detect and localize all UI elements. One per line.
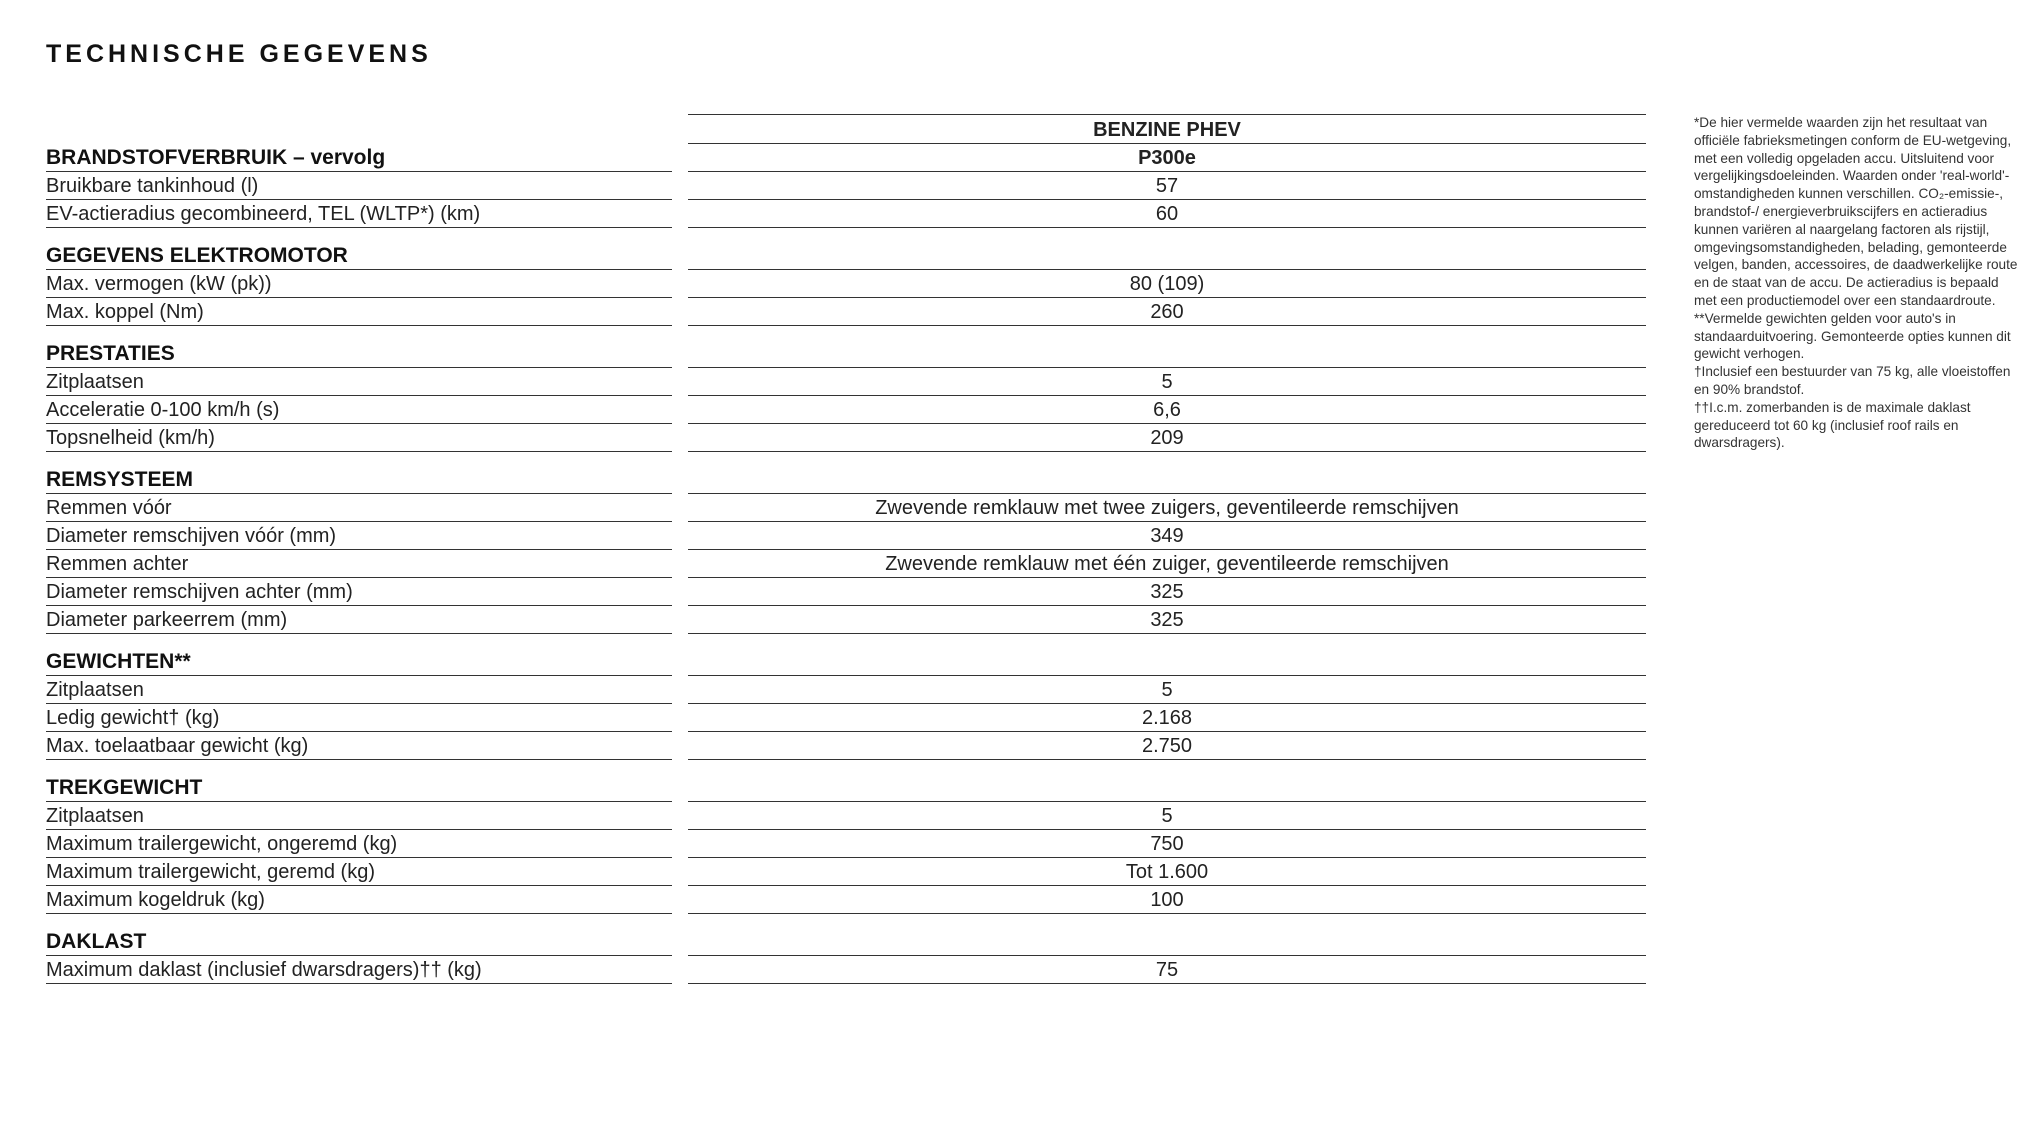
- spec-label: Diameter remschijven vóór (mm): [46, 522, 672, 550]
- section-title: GEWICHTEN**: [46, 634, 672, 676]
- table-row: [46, 606, 1646, 634]
- table-row: [46, 858, 1646, 886]
- spec-value: [688, 634, 1646, 676]
- table-row: [46, 494, 1646, 522]
- spec-value: [688, 760, 1646, 802]
- spec-label: Acceleratie 0-100 km/h (s): [46, 396, 672, 424]
- table-row: [46, 270, 1646, 298]
- spec-label: Diameter parkeerrem (mm): [46, 606, 672, 634]
- spec-label: Max. toelaatbaar gewicht (kg): [46, 732, 672, 760]
- section-header-row: [46, 914, 1646, 956]
- table-row: [46, 802, 1646, 830]
- table-row: [46, 578, 1646, 606]
- spec-value: 2.168: [688, 704, 1646, 732]
- table-row: [46, 368, 1646, 396]
- spec-value: 260: [688, 298, 1646, 326]
- spec-label: Ledig gewicht† (kg): [46, 704, 672, 732]
- footnote: **Vermelde gewichten gelden voor auto's in standaarduitvoering. Gemonteerde opties kunnen dit gewicht verhogen.: [1694, 310, 2011, 362]
- section-header-row: [46, 228, 1646, 270]
- table-row: [46, 830, 1646, 858]
- spec-value: [688, 326, 1646, 368]
- spec-value: 2.750: [688, 732, 1646, 760]
- footnote: *De hier vermelde waarden zijn het resultaat van officiële fabrieksmetingen conform de EU-wetgeving, met een volledig opgeladen accu. Uitsluitend voor vergelijkingsdoeleinden. Waarden onder 'real-world'-omstandigheden kunnen verschillen. CO₂-emissie-, brandstof-/ energieverbruikscijfers en actieradius kunnen variëren al naargelang factoren als rijstijl, omgevingsomstandigheden, belading, gemonteerde velgen, banden, accessoires, de daadwerkelijke route en de staat van de accu. De actieradius is bepaald met een productiemodel over een standaardroute.: [1694, 115, 2018, 308]
- spec-label: Max. koppel (Nm): [46, 298, 672, 326]
- spec-label: EV-actieradius gecombineerd, TEL (WLTP*) (km): [46, 200, 672, 228]
- table-row: [46, 886, 1646, 914]
- footnote: †Inclusief een bestuurder van 75 kg, alle vloeistoffen en 90% brandstof.: [1694, 364, 2011, 397]
- table-row: [46, 424, 1646, 452]
- table-row: [46, 396, 1646, 424]
- section-title: DAKLAST: [46, 914, 672, 956]
- spec-value: 349: [688, 522, 1646, 550]
- spec-label: Bruikbare tankinhoud (l): [46, 172, 672, 200]
- spec-table: [46, 114, 1646, 984]
- table-row: [46, 550, 1646, 578]
- spec-label: Max. vermogen (kW (pk)): [46, 270, 672, 298]
- spec-value: [688, 228, 1646, 270]
- table-row: [46, 172, 1646, 200]
- footnote: ††I.c.m. zomerbanden is de maximale daklast gereduceerd tot 60 kg (inclusief roof rails en dwarsdragers).: [1694, 399, 1971, 451]
- table-row: [46, 200, 1646, 228]
- spec-value: Zwevende remklauw met twee zuigers, geventileerde remschijven: [688, 494, 1646, 522]
- spec-label: Maximum daklast (inclusief dwarsdragers)†† (kg): [46, 956, 672, 984]
- section-header-row: [46, 760, 1646, 802]
- spec-label: Zitplaatsen: [46, 802, 672, 830]
- spec-label: Diameter remschijven achter (mm): [46, 578, 672, 606]
- spec-value: 75: [688, 956, 1646, 984]
- spec-value: [688, 452, 1646, 494]
- spec-label: Maximum trailergewicht, ongeremd (kg): [46, 830, 672, 858]
- table-row: [46, 298, 1646, 326]
- spec-label: Remmen achter: [46, 550, 672, 578]
- model-header: P300e: [688, 144, 1646, 172]
- spec-value: 750: [688, 830, 1646, 858]
- spec-label: Maximum kogeldruk (kg): [46, 886, 672, 914]
- spec-value: Zwevende remklauw met één zuiger, geventileerde remschijven: [688, 550, 1646, 578]
- model-header-row: [46, 144, 1646, 172]
- spec-label: Maximum trailergewicht, geremd (kg): [46, 858, 672, 886]
- footnotes: [1694, 114, 2024, 452]
- spec-value: Tot 1.600: [688, 858, 1646, 886]
- spec-value: 57: [688, 172, 1646, 200]
- table-row: [46, 704, 1646, 732]
- page-title: TECHNISCHE GEGEVENS: [46, 40, 432, 68]
- spec-value: 325: [688, 606, 1646, 634]
- spec-value: 5: [688, 676, 1646, 704]
- table-row: [46, 676, 1646, 704]
- spec-value: 80 (109): [688, 270, 1646, 298]
- spec-value: 6,6: [688, 396, 1646, 424]
- spec-value: 5: [688, 802, 1646, 830]
- spec-value: [688, 914, 1646, 956]
- spec-label: Zitplaatsen: [46, 368, 672, 396]
- table-row: [46, 732, 1646, 760]
- column-group-row: [46, 114, 1646, 144]
- spec-label: Remmen vóór: [46, 494, 672, 522]
- spec-label: Zitplaatsen: [46, 676, 672, 704]
- section-title: TREKGEWICHT: [46, 760, 672, 802]
- section-title: PRESTATIES: [46, 326, 672, 368]
- table-row: [46, 956, 1646, 984]
- column-group-header: BENZINE PHEV: [688, 114, 1646, 144]
- spec-label: Topsnelheid (km/h): [46, 424, 672, 452]
- spec-value: 209: [688, 424, 1646, 452]
- section-title: GEGEVENS ELEKTROMOTOR: [46, 228, 672, 270]
- section-title: BRANDSTOFVERBRUIK – vervolg: [46, 144, 672, 172]
- section-header-row: [46, 634, 1646, 676]
- spec-value: 5: [688, 368, 1646, 396]
- spec-value: 100: [688, 886, 1646, 914]
- section-header-row: [46, 452, 1646, 494]
- spec-value: 325: [688, 578, 1646, 606]
- spec-value: 60: [688, 200, 1646, 228]
- table-row: [46, 522, 1646, 550]
- section-title: REMSYSTEEM: [46, 452, 672, 494]
- section-header-row: [46, 326, 1646, 368]
